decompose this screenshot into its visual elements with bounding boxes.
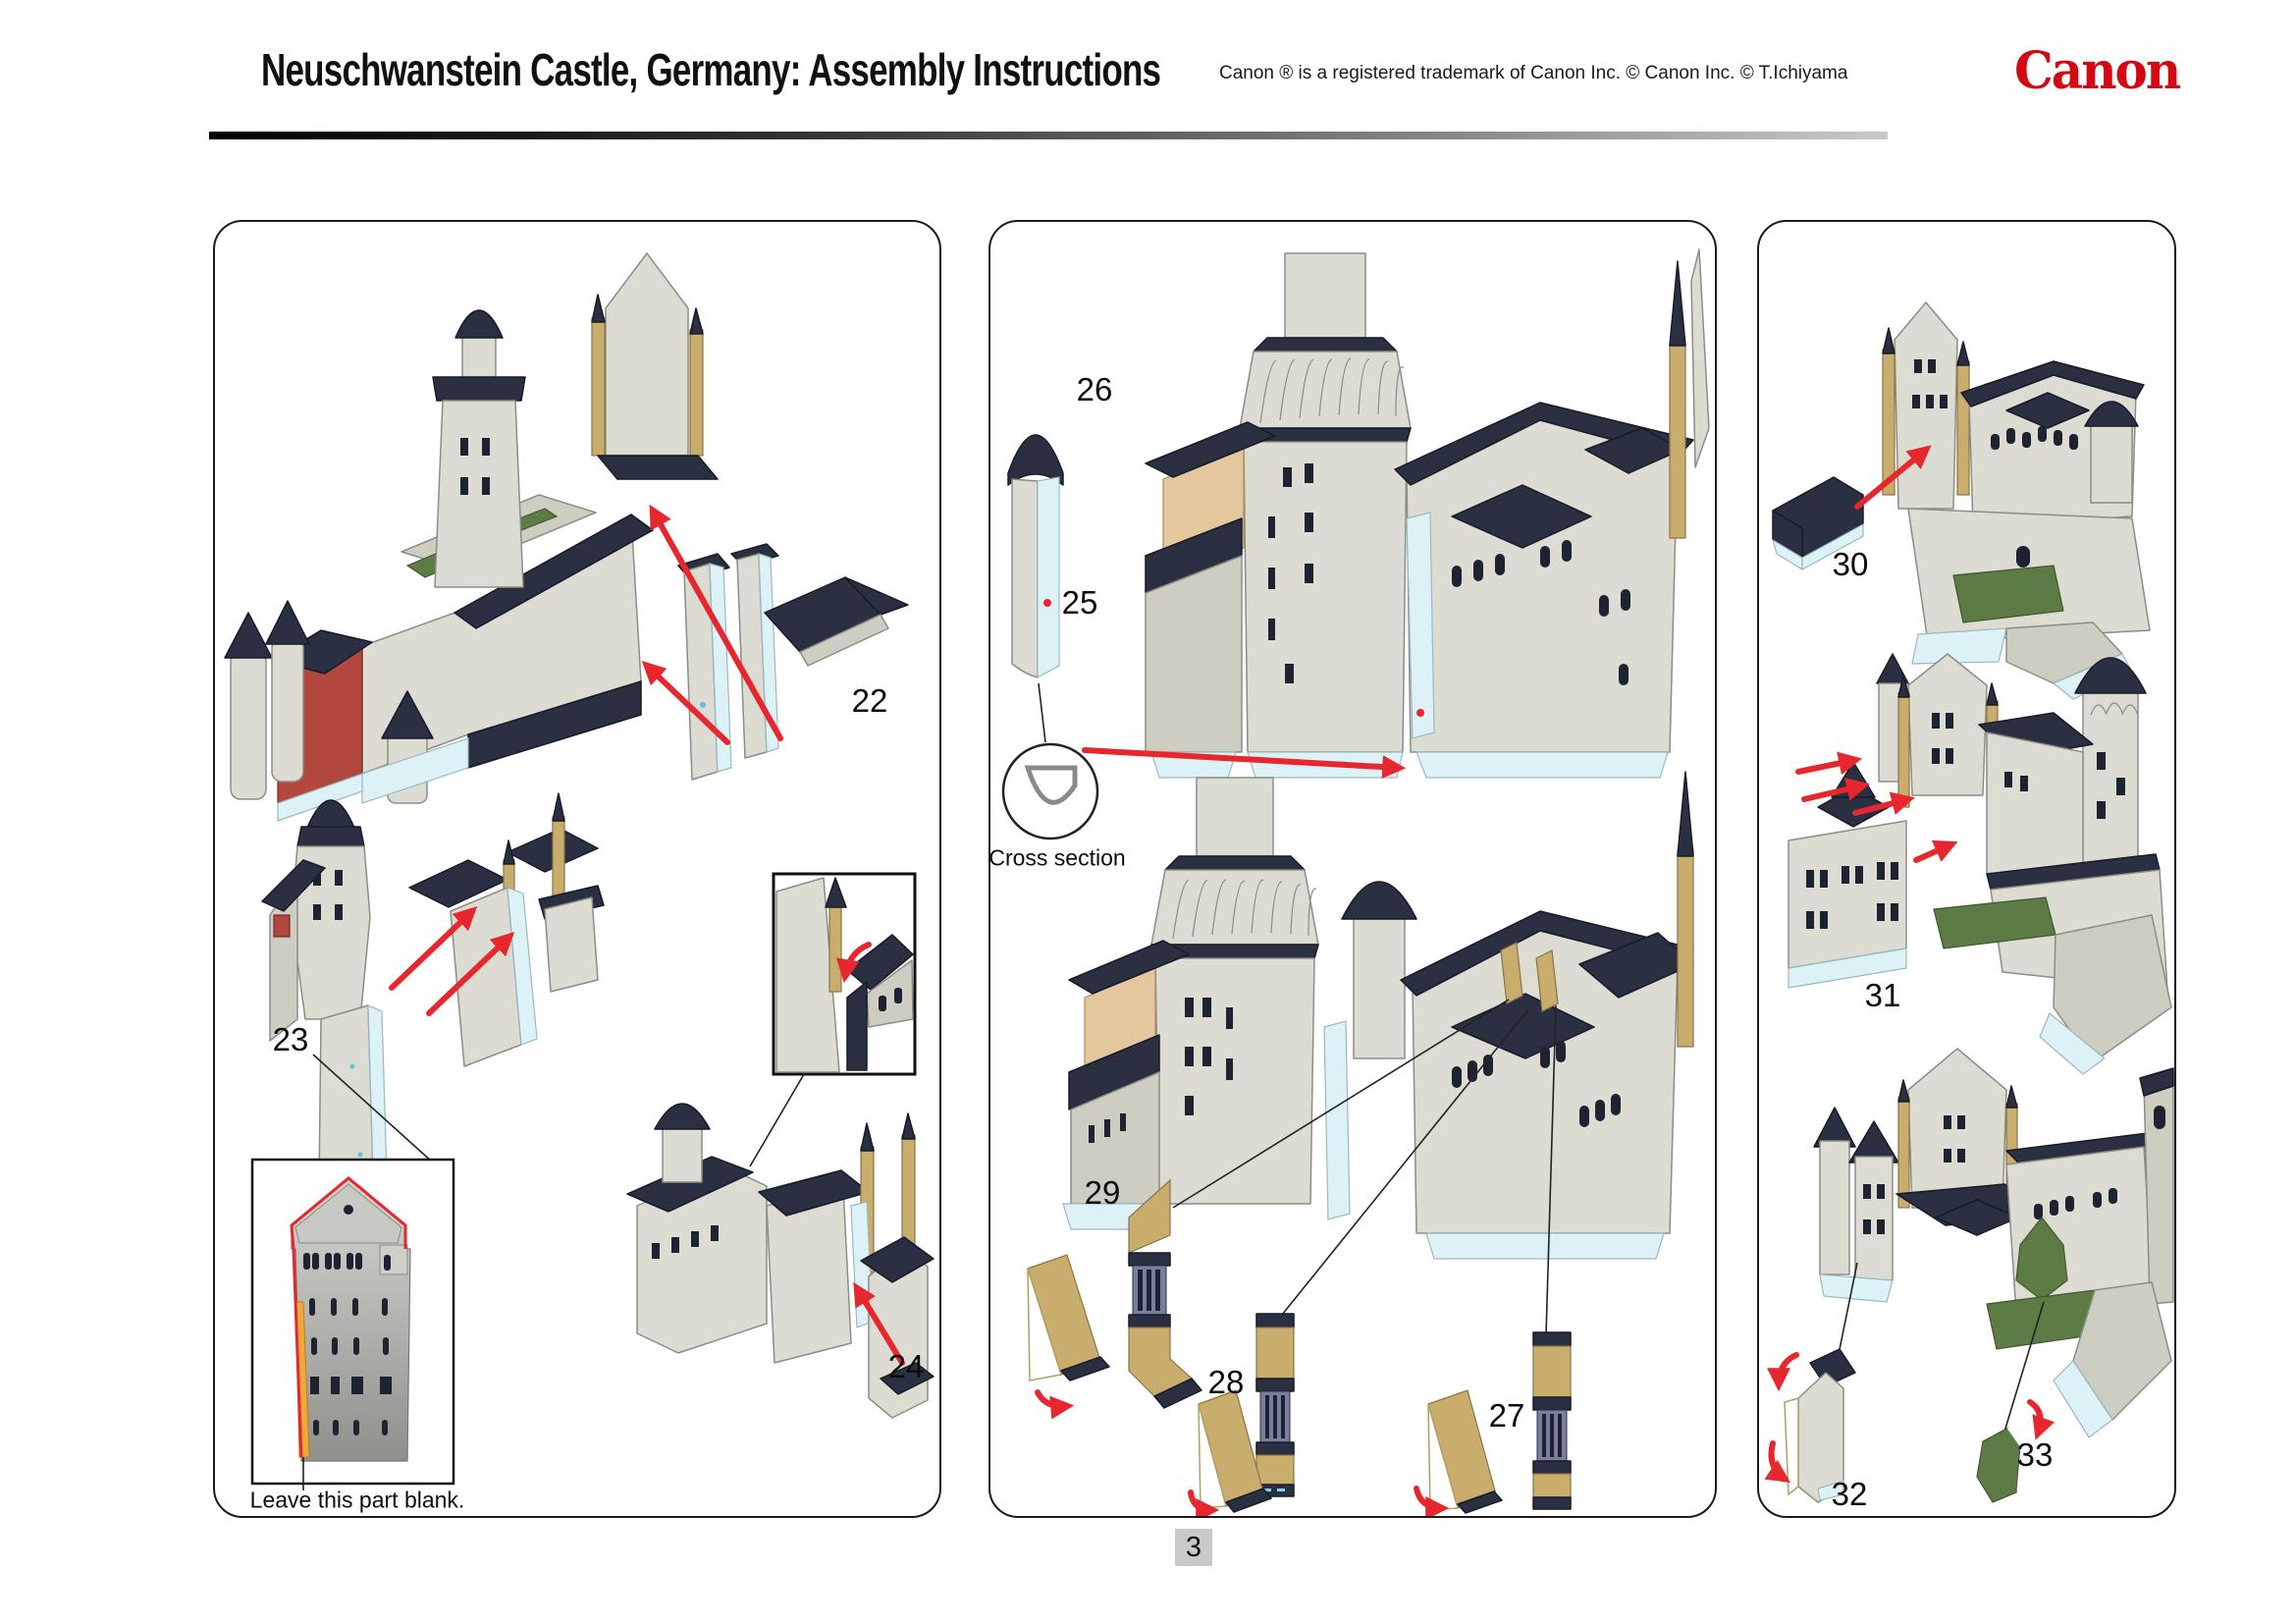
detail-inset-box	[750, 874, 915, 1166]
assembly-illustration-22-24	[215, 222, 939, 1516]
cross-section-badge	[1003, 744, 1097, 839]
page-title: Neuschwanstein Castle, Germany: Assembly Instructions	[261, 44, 1161, 95]
leave-blank-note: Leave this part blank.	[249, 1487, 465, 1513]
step-label-24: 24	[887, 1348, 925, 1384]
step27-29-castle-illustration	[1063, 772, 1693, 1335]
panel-steps-30-33	[1757, 220, 2176, 1518]
part28-strip	[1191, 1314, 1294, 1512]
cross-section-caption: Cross section	[988, 844, 1126, 871]
step-label-30: 30	[1832, 546, 1869, 582]
step30-castle-illustration	[1773, 302, 2150, 699]
step-label-33: 33	[2016, 1436, 2054, 1473]
page-number-value: 3	[1185, 1531, 1202, 1563]
step22-castle-illustration	[225, 253, 908, 821]
assembly-illustration-30-33	[1759, 222, 2174, 1516]
trademark-note: Canon ® is a registered trademark of Canon Inc. © Canon Inc. © T.Ichiyama	[1219, 63, 1848, 83]
step25-26-castle-illustration	[1085, 249, 1709, 778]
header-divider	[209, 132, 1888, 139]
step32-33-castle-illustration	[1772, 1049, 2174, 1502]
step-label-26: 26	[1076, 371, 1113, 407]
panel-steps-22-24	[213, 220, 941, 1518]
step-label-27: 27	[1488, 1397, 1525, 1434]
step-label-29: 29	[1084, 1174, 1121, 1211]
leave-blank-box	[252, 1160, 454, 1490]
step-label-22: 22	[851, 682, 888, 719]
panel-steps-25-29	[988, 220, 1717, 1518]
page-number	[1175, 1529, 1212, 1566]
step-label-28: 28	[1207, 1364, 1245, 1400]
step-label-32: 32	[1831, 1476, 1868, 1512]
part26-column	[1008, 435, 1063, 742]
canon-logo: Canon	[2014, 39, 2180, 101]
step-label-31: 31	[1864, 977, 1901, 1013]
step31-castle-illustration	[1789, 654, 2171, 1074]
step-label-23: 23	[272, 1021, 309, 1057]
step-label-25: 25	[1061, 584, 1098, 621]
